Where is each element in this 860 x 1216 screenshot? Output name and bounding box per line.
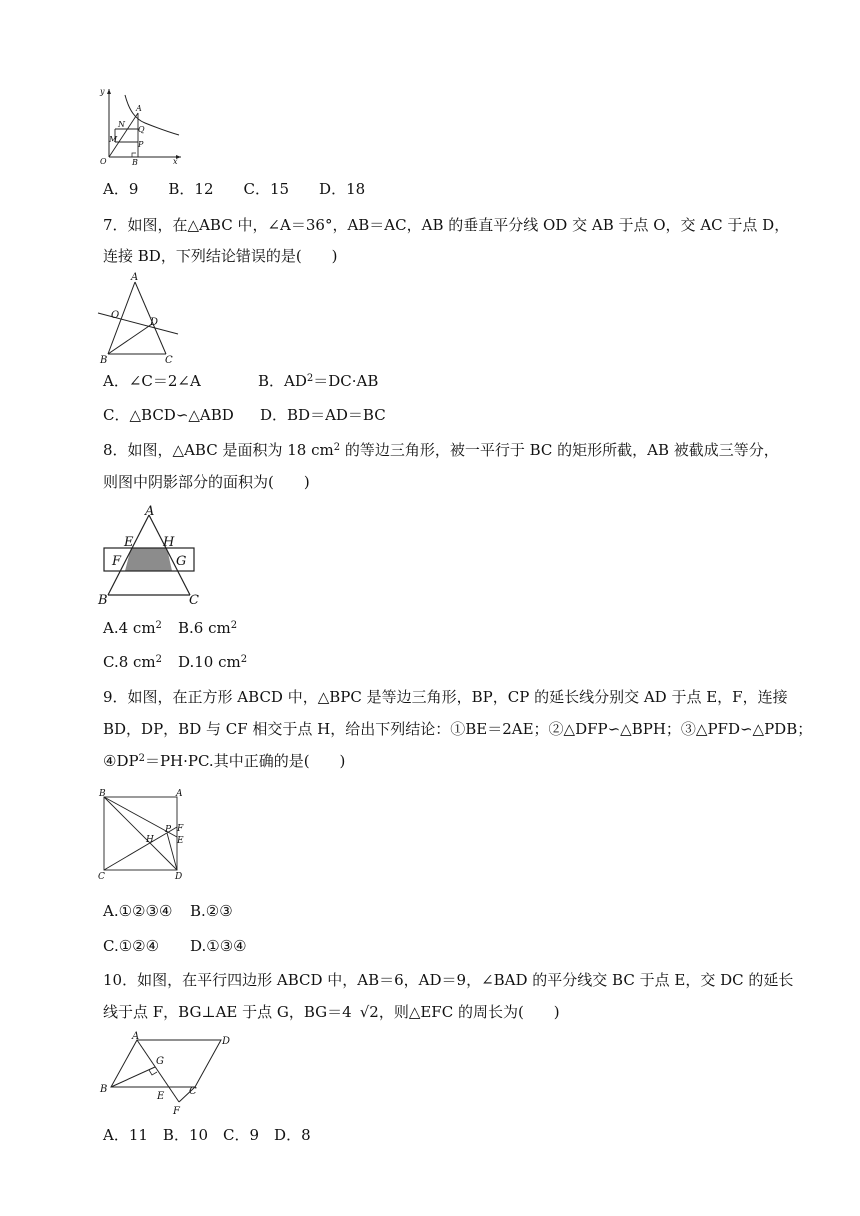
q10-label-b: B xyxy=(100,1084,108,1095)
q7-option-d: D．BD＝AD＝BC xyxy=(260,406,386,424)
q7-line-2: 连接 BD，下列结论错误的是( ) xyxy=(103,247,338,265)
q9-label-d: D xyxy=(175,872,183,882)
q7-option-b: B．$AD^2=DC\cdot AB$ xyxy=(258,372,379,390)
q8-label-e: E xyxy=(124,535,134,550)
q7-option-c: C．△BCD∽△ABD xyxy=(103,406,234,424)
q8-option-a: A.4 $cm^2$ xyxy=(103,619,162,637)
q6-label-b: B xyxy=(132,158,138,167)
q8-line-1: 8．如图，△ABC 是面积为 18 $cm^2$ 的等边三角形，被一平行于 BC 的矩形所截，AB 被截成三等分， xyxy=(103,441,779,459)
q8-label-b: B xyxy=(98,593,108,608)
q8-label-f: F xyxy=(112,554,122,569)
q10-label-a: A xyxy=(132,1031,140,1042)
q9-option-b: B.②③ xyxy=(190,902,233,920)
q6-label-n: N xyxy=(118,120,125,129)
q9-option-c: C.①②④ xyxy=(103,937,160,955)
q6-label-x: x xyxy=(173,157,178,166)
q9-line-1: 9．如图，在正方形 ABCD 中，△BPC 是等边三角形，BP，CP 的延长线分别交 AD 于点 E，F，连接 xyxy=(103,688,788,706)
q8-option-c: C.8 $cm^2$ xyxy=(103,653,163,671)
q10-label-g: G xyxy=(156,1056,164,1067)
q8-option-b: B.6 $cm^2$ xyxy=(178,619,238,637)
q9-line-2: BD，DP，BD 与 CF 相交于点 H，给出下列结论：①BE＝2AE；②△DFP∽△BPH；③△PFD∽△PDB； xyxy=(103,720,813,738)
q6-label-p: P xyxy=(138,140,144,149)
q8-label-h: H xyxy=(163,535,175,550)
q7-label-b: B xyxy=(100,355,108,366)
q7-label-o: O xyxy=(111,310,120,321)
q9-option-d: D.①③④ xyxy=(190,937,247,955)
q6-figure xyxy=(95,85,185,167)
q7-option-a: A．∠C＝2∠A xyxy=(103,372,201,390)
q7-label-c: C xyxy=(165,355,173,366)
q10-sqrt: √2 xyxy=(359,1003,379,1021)
q7-label-d: D xyxy=(150,317,159,328)
q7-line-1: 7．如图，在△ABC 中，∠A＝36°，AB＝AC，AB 的垂直平分线 OD 交 AB 于点 O，交 AC 于点 D， xyxy=(103,216,790,234)
q8-line-2: 则图中阴影部分的面积为( ) xyxy=(103,473,310,491)
q6-options: A．9 B．12 C．15 D．18 xyxy=(103,180,366,198)
q6-label-y: y xyxy=(100,87,105,96)
q9-label-p: P xyxy=(165,825,172,835)
q10-label-d: D xyxy=(222,1036,231,1047)
q9-line-3: $④DP^2=PH\cdot PC$.其中正确的是( ) xyxy=(103,752,346,770)
q9-label-h: H xyxy=(146,835,154,845)
q6-label-m: M xyxy=(109,135,118,144)
q10-label-e: E xyxy=(157,1091,165,1102)
q10-label-c: C xyxy=(189,1086,197,1097)
q8-option-d: D.10 $cm^2$ xyxy=(178,653,248,671)
q9-label-c: C xyxy=(98,872,105,882)
q9-label-f: F xyxy=(177,824,184,834)
q10-figure xyxy=(95,1030,240,1118)
q10-label-f: F xyxy=(173,1106,180,1117)
q6-label-q: Q xyxy=(138,125,145,134)
q6-label-o: O xyxy=(100,157,107,166)
q9-option-a: A.①②③④ xyxy=(103,902,173,920)
q8-label-g: G xyxy=(176,554,187,569)
q10-options: A．11 B．10 C．9 D．8 xyxy=(103,1126,311,1144)
q8-label-c: C xyxy=(189,593,199,608)
q10-line-1: 10．如图，在平行四边形 ABCD 中，AB＝6，AD＝9，∠BAD 的平分线交 BC 于点 E，交 DC 的延长 xyxy=(103,971,794,989)
q8-figure xyxy=(95,503,210,608)
q8-shaded-region xyxy=(125,548,172,571)
q7-figure xyxy=(95,272,187,364)
q10-line-2: 线于点 F，BG⊥AE 于点 G，BG＝4 √2，则△EFC 的周长为( ) xyxy=(103,1003,560,1021)
q9-label-a: A xyxy=(176,789,183,799)
q9-label-b: B xyxy=(99,789,106,799)
q7-label-a: A xyxy=(131,272,139,283)
q9-figure xyxy=(95,787,187,883)
q8-label-a: A xyxy=(145,504,155,519)
q9-label-e: E xyxy=(177,836,184,846)
q6-label-a: A xyxy=(136,104,142,113)
